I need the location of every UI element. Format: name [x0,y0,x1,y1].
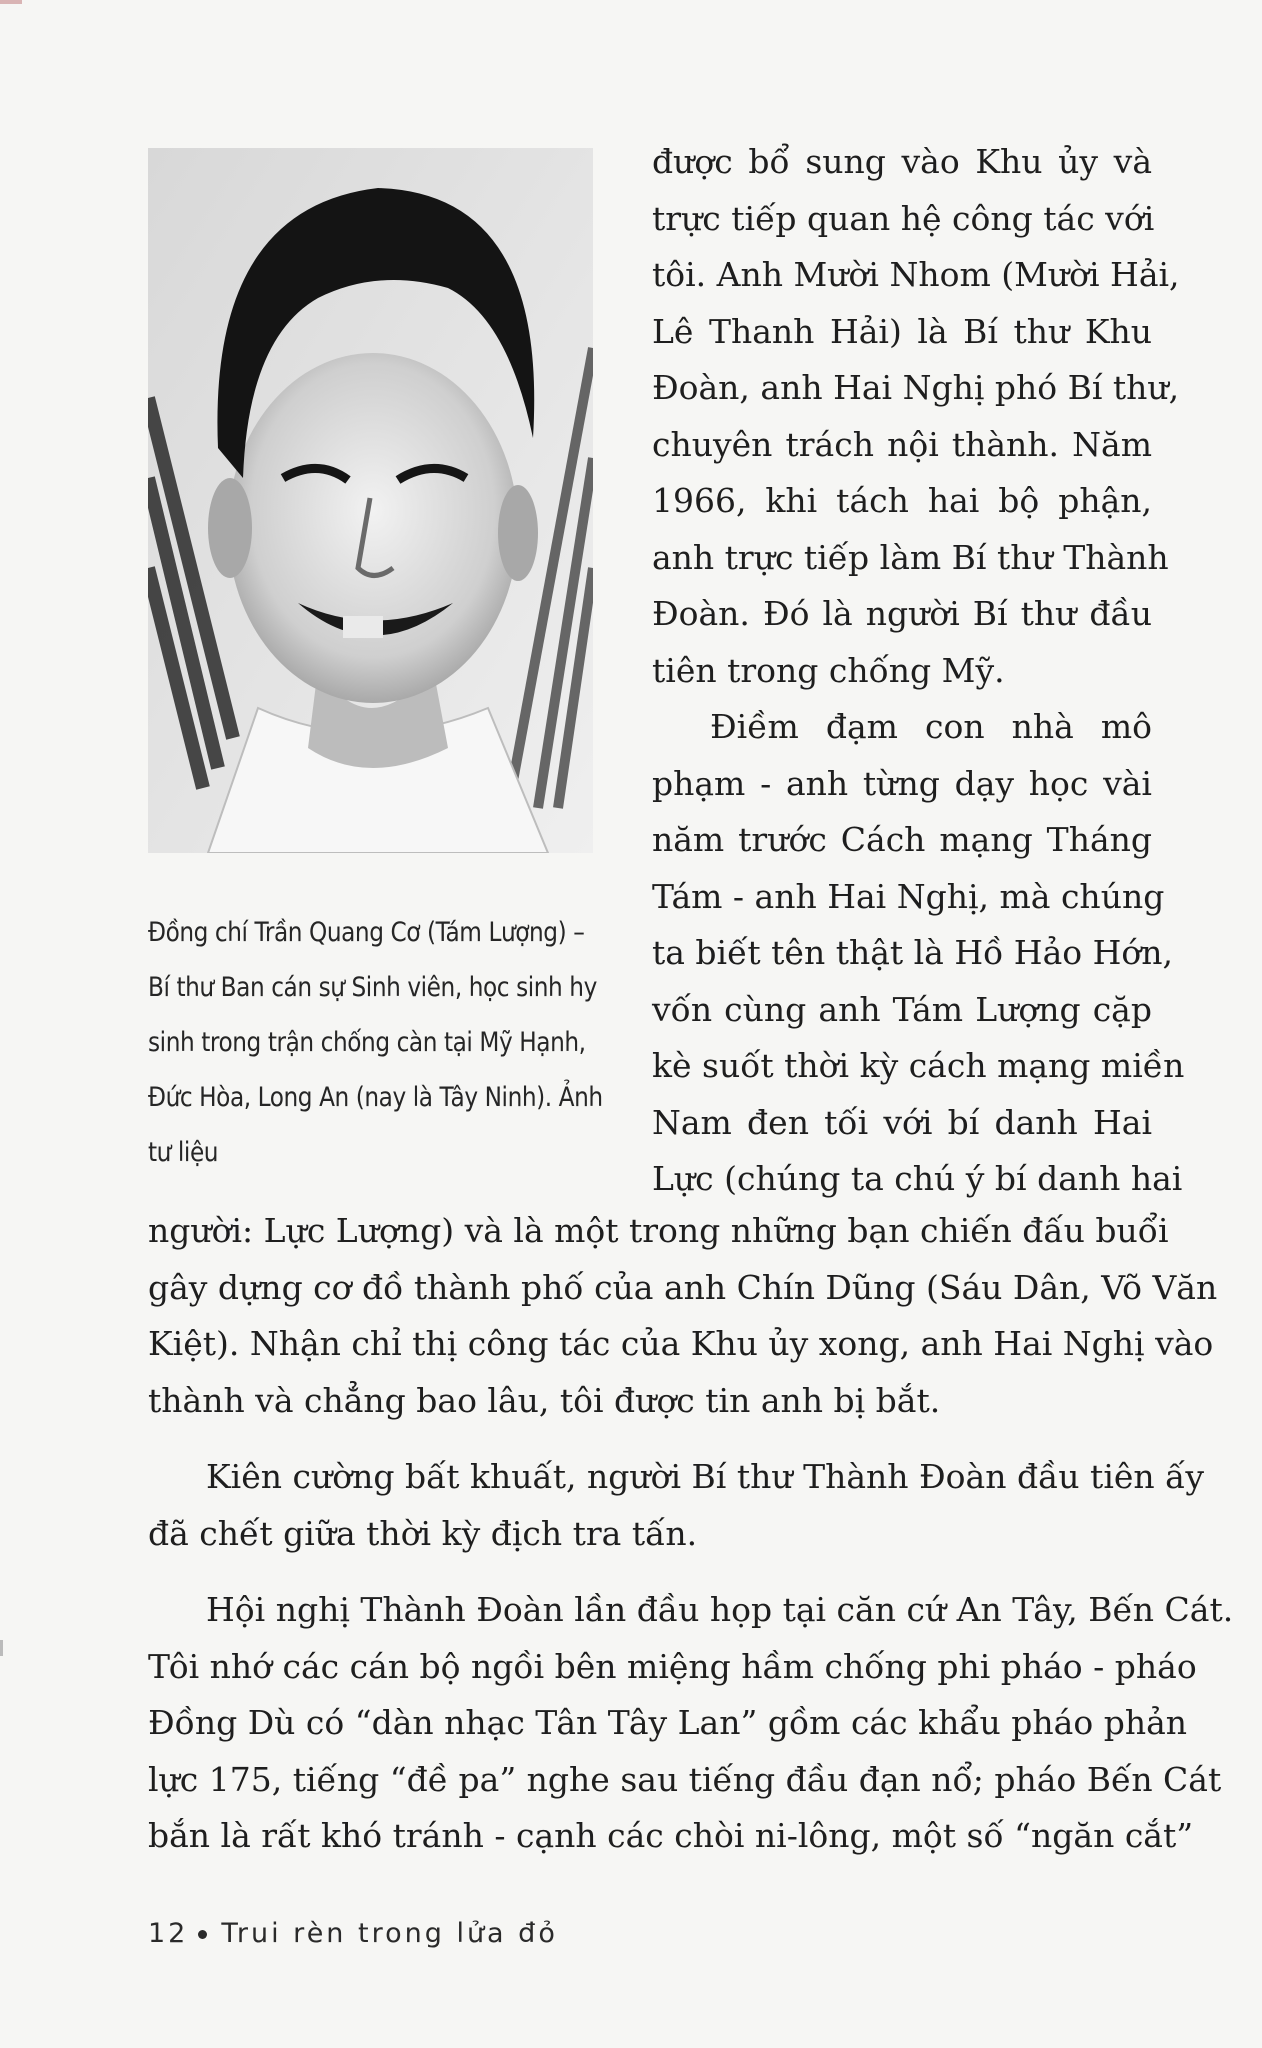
page-footer [148,1918,558,1949]
text-line: 1966, khi tách hai bộ phận, [652,481,1152,520]
caption-line: sinh trong trận chống càn tại Mỹ Hạnh, [148,1027,586,1058]
text-line: Kiên cường bất khuất, người Bí thư Thành Đoàn đầu tiên ấy [206,1457,1205,1496]
text-line: Lực (chúng ta chú ý bí danh hai [652,1159,1183,1198]
caption-line: Đức Hòa, Long An (nay là Tây Ninh). Ảnh [148,1082,603,1113]
text-line: phạm - anh từng dạy học vài [652,763,1152,803]
text-line: lực 175, tiếng “đề pa” nghe sau tiếng đầu đạn nổ; pháo Bến Cát [148,1759,1222,1799]
text-line: Điềm đạm con nhà mô [710,707,1152,746]
text-line: trực tiếp quan hệ công tác với [652,198,1155,238]
corner-mark [0,0,22,4]
text-line: Đoàn, anh Hai Nghị phó Bí thư, [652,368,1180,407]
text-line: chuyên trách nội thành. Năm [652,424,1152,464]
caption-line: Đồng chí Trần Quang Cơ (Tám Lượng) – [148,917,585,948]
text-line: người: Lực Lượng) và là một trong những bạn chiến đấu buổi [148,1211,1169,1250]
page-number: 12 [148,1918,189,1949]
text-line: Kiệt). Nhận chỉ thị công tác của Khu ủy xong, anh Hai Nghị vào [148,1324,1214,1363]
text-line: gây dựng cơ đồ thành phố của anh Chín Dũng (Sáu Dân, Võ Văn [148,1267,1218,1307]
text-line: Tám - anh Hai Nghị, mà chúng [652,876,1165,916]
full-width-text [148,1203,1234,1865]
book-title: Trui rèn trong lửa đỏ [221,1918,558,1949]
text-line: ta biết tên thật là Hồ Hảo Hớn, [652,933,1174,972]
text-line: Hội nghị Thành Đoàn lần đầu họp tại căn cứ An Tây, Bến Cát. [206,1590,1234,1629]
photo-caption [148,905,604,1180]
text-line: đã chết giữa thời kỳ địch tra tấn. [148,1513,698,1553]
text-line: Lê Thanh Hải) là Bí thư Khu [652,311,1152,351]
text-line: năm trước Cách mạng Tháng [652,820,1152,859]
caption-line: Bí thư Ban cán sự Sinh viên, học sinh hy [148,972,597,1003]
portrait-photo [148,148,593,853]
text-line: anh trực tiếp làm Bí thư Thành [652,537,1169,577]
text-line: bắn là rất khó tránh - cạnh các chòi ni-lông, một số “ngăn cắt” [148,1816,1194,1855]
portrait-photo-icon [148,148,593,853]
edge-mark [0,1640,3,1656]
text-line: được bổ sung vào Khu ủy và [652,142,1152,181]
text-line: thành và chẳng bao lâu, tôi được tin anh bị bắt. [148,1380,941,1420]
text-line: kè suốt thời kỳ cách mạng miền [652,1046,1185,1085]
text-line: tiên trong chống Mỹ. [652,650,1005,690]
text-line: Tôi nhớ các cán bộ ngồi bên miệng hầm chống phi pháo - pháo [148,1646,1197,1686]
caption-line: tư liệu [148,1137,219,1168]
text-line: Đồng Dù có “dàn nhạc Tân Tây Lan” gồm các khẩu pháo phản [148,1703,1188,1742]
right-column-text [652,134,1185,1208]
text-line: vốn cùng anh Tám Lượng cặp [652,989,1152,1029]
text-line: Đoàn. Đó là người Bí thư đầu [652,594,1152,633]
text-line: Nam đen tối với bí danh Hai [652,1102,1152,1142]
text-line: tôi. Anh Mười Nhom (Mười Hải, [652,255,1180,294]
bullet-icon [198,1930,207,1939]
